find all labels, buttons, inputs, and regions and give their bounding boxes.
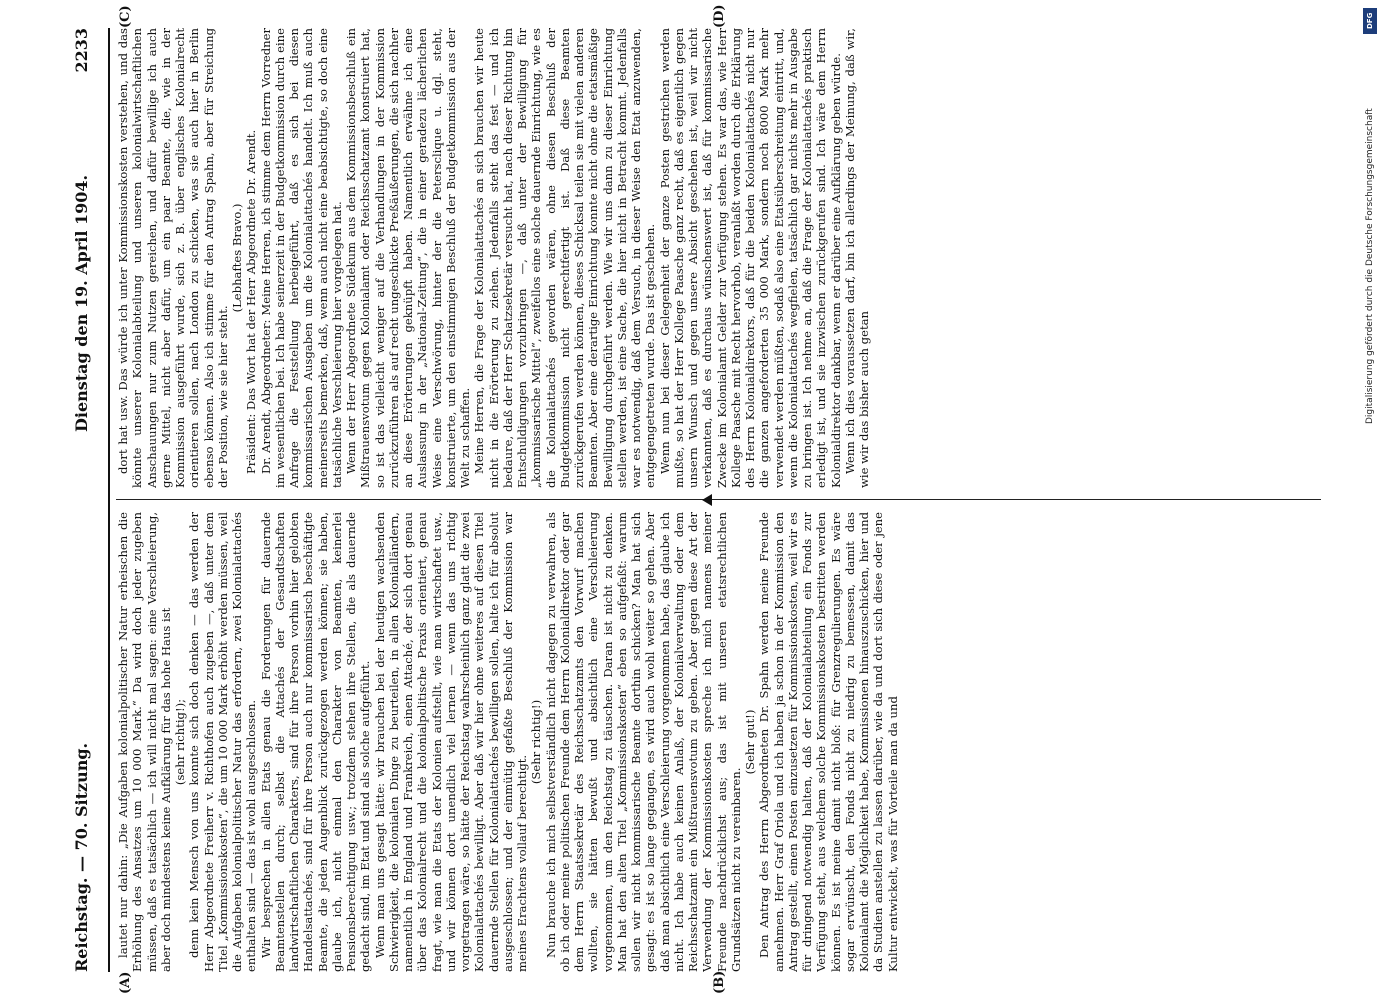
paragraph: lautet nur dahin: „Die Aufgaben kolonialpolitischer Natur erheischen die Erhöhung des Ansatzes um 10 000 Mark.“ Da wird doch jeder zugeben müssen, daß es tatsächlich — ich will nicht mal sagen: eine Verschleierung, aber doch mindestens keine Aufklärung für das hohe Haus ist [116, 512, 173, 972]
header-date: Dienstag den 19. April 1904. [72, 174, 91, 432]
document-page [52, 0, 1352, 1000]
text-column-right [116, 28, 1321, 488]
margin-marker-b: (B) [712, 970, 727, 994]
page-header [72, 28, 102, 972]
paragraph: Wir besprechen in allen Etats genau die Forderungen für dauernde Beamtenstellen durch; selbst die Attachés der Gesandtschaften landwirtschaftlichen Charakters, sind für ihre Person vorhin hier gelobten Handelsattachés, sind für ihre Person auch nur kommissarisch beschäftigte Beamte, die jeden Augenblick zurückgezogen werden können; sie haben, glaube ich, nicht einmal den Charakter von Beamten, keinerlei Pensionsberechtigung usw.; trotzdem stehen ihre Stellen, die als dauernde gedacht sind, im Etat und sind als solche aufgeführt. [258, 512, 373, 972]
header-rule [108, 28, 110, 972]
interjection: (Lebhaftes Bravo.) [230, 203, 244, 313]
dfg-logo: DFG [1363, 8, 1377, 34]
text-column-left [116, 512, 1321, 972]
funding-credit: Digitalisierung gefördert durch die Deutsche Forschungsgemeinschaft [1365, 108, 1375, 424]
header-session-title: Reichstag. — 70. Sitzung. [72, 742, 91, 972]
paragraph: Wenn ich dies voraussetzen darf, bin ich allerdings der Meinung, daß wir, wie wir das bisher auch getan [842, 28, 871, 488]
paragraph: Meine Herren, die Frage der Kolonialattachés an sich brauchen wir heute nicht in die Erörterung zu ziehen. Jedenfalls steht das fest — und ich bedaure, daß der Herr Schatzsekretär versucht hat, nach dieser Richtung hin Entschuldigungen vorzubringen —, daß unter der Bewilligung für „kommissarische Mittel“, zweifellos eine solche dauernde Einrichtung, wie es die Kolonialattachés geworden wären, ohne diesen Beschluß der Budgetkommission nicht gerechtfertigt ist. Daß diese Beamten zurückgerufen werden können, dieses Schicksal teilen sie mit vielen anderen Beamten. Aber eine derartige Einrichtung konnte nicht ohne die etatsmäßige Bewilligung durchgeführt werden. Wie wir uns dann zu dieser Einrichtung stellen werden, ist eine Sache, die hier nicht in Betracht kommt. Jedenfalls war es notwendig, daß dem Versuch, in dieser Weise den Etat anzuwenden, entgegengetreten wurde. Das ist geschehen. [472, 28, 658, 488]
margin-marker-d: (D) [712, 4, 727, 28]
margin-marker-c: (C) [118, 5, 133, 28]
interjection: (Sehr gut!) [743, 709, 757, 775]
paragraph: Dr. Arendt, Abgeordneter: Meine Herren, ich stimme dem Herrn Vorredner im wesentlichen bei. Ich habe seinerzeit in der Budgetkommission durch eine Anfrage die Feststellung herbeigeführt, daß es sich bei diesen kommissarischen Ausgaben um die Kolonialattachés handelt. Ich muß auch meinerseits bemerken, daß, wenn auch nicht eine beabsichtigte, so doch eine tatsächliche Verschleierung hier vorgelegen hat. [258, 28, 344, 488]
digitization-sidebar [1357, 0, 1383, 1000]
paragraph: Präsident: Das Wort hat der Herr Abgeordnete Dr. Arendt. [244, 129, 259, 474]
interjection: (sehr richtig!); [173, 698, 187, 786]
paragraph: dort hat usw. Das würde ich unter Kommissionskosten verstehen, und das könnte unserer Kolonialabteilung und unseren kolonialwirtschaftlichen Anschauungen nur zum Nutzen gereichen, und dafür bewillige ich auch gerne Mittel, nicht aber dafür, um ein paar Beamte, die, wie in der Kommission ausgeführt wurde, sich z. B. über englisches Kolonialrecht orientieren sollen, nach London zu schicken, was sie auch hier in Berlin ebenso können. Also ich stimme für den Antrag Spahn, aber für Streichung der Position, wie sie hier steht. [116, 28, 230, 488]
paragraph: Den Antrag des Herrn Abgeordneten Dr. Spahn werden meine Freunde annehmen. Herr Graf Oriola und ich haben ja schon in der Kommission den Antrag gestellt, einen Posten einzusetzen für Kommissionskosten, weil wir es für dringend notwendig halten, daß der Kolonialabteilung ein Fonds zur Verfügung steht, aus welchem solche Kommissionskosten bestritten werden können. Es ist meine damit nicht bloß: für Grenzregulierungen. Es wäre sogar erwünscht, den Fonds nicht zu niedrig zu bemessen, damit das Kolonialamt die Möglichkeit habe, Kommissionen hinauszuschicken, hier und da Studien anstellen zu lassen darüber, wie da und dort sich diese oder jene Kultur entwickelt, was für Vorteile man da und [757, 512, 900, 972]
paragraph: Wenn man uns gesagt hätte: wir brauchen bei der heutigen wachsenden Schwierigkeit, die kolonialen Dinge zu beurteilen, in allen Kolonialländern, namentlich in England und Frankreich, einen Attaché, der sich dort genau über das Kolonialrecht und die kolonialpolitische Praxis orientiert, genau fragt, wie man die Etats der Kolonien aufstellt, wie man wirtschaftet usw., und wir können dort unendlich viel lernen — wenn das uns richtig vorgetragen wäre, so hätte der Reichstag wahrscheinlich ganz glatt die zwei Kolonialattachés bewilligt. Aber daß wir hier ohne weiteres auf diesen Titel dauernde Stellen für Kolonialattachés bewilligen sollen, halte ich für absolut ausgeschlossen; und der einmütig gefaßte Beschluß der Kommission war meines Erachtens vollauf berechtigt. [372, 512, 529, 972]
interjection: (Sehr richtig!) [529, 699, 544, 785]
column-divider [116, 499, 1321, 500]
paragraph: Wenn der Herr Abgeordnete Südekum aus dem Kommissionsbeschluß ein Mißtrauensvotum gegen Kolonialamt oder Reichsschatzamt konstruiert hat, so ist das vielleicht weniger auf die Verhandlungen in der Kommission zurückzuführen als auf recht ungeschickte Preßäußerungen, die sich nachher an diese Erörterungen geknüpft haben. Namentlich erwähne ich eine Auslassung in der „National-Zeitung“, die in einer geradezu lächerlichen Weise eine Verschwörung, hinter der die Petersclique u. dgl. steht, konstruierte, um den einstimmigen Beschluß der Budgetkommission aus der Welt zu schaffen. [344, 28, 472, 488]
divider-arrow-icon [702, 494, 712, 506]
margin-marker-a: (A) [118, 971, 133, 994]
page-number: 2233 [72, 28, 91, 73]
paragraph: Nun brauche ich mich selbstverständlich nicht dagegen zu verwahren, als ob ich oder meine politischen Freunde dem Herrn Kolonialdirektor oder gar dem Herrn Staatssekretär des Reichsschatzamts den Vorwurf machen wollten, sie hätten bewußt und absichtlich eine Verschleierung vorgenommen, um den Reichstag zu täuschen. Daran ist nicht zu denken. Man hat den alten Titel „Kommissionskosten“ eben so aufgefaßt: warum sollen wir nicht kommissarische Beamte dorthin schicken? Man hat sich gesagt: es ist so lange gegangen, es wird auch wohl weiter so gehen. Aber daß man absichtlich eine Verschleierung vorgenommen habe, das glaube ich nicht. Ich habe auch keinen Anlaß, der Kolonialverwaltung oder dem Reichsschatzamt ein Mißtrauensvotum zu geben. Aber gegen diese Art der Verwendung der Kommissionskosten spreche ich mich namens meiner Freunde nachdrücklichst aus; das ist mit unseren etatsrechtlichen Grundsätzen nicht zu vereinbaren. [543, 512, 743, 972]
paragraph: denn kein Mensch von uns konnte sich doch denken — das werden der Herr Abgeordnete Freiherr v. Richthofen auch zugeben —, daß unter dem Titel „Kommissionskosten“, die um 10 000 Mark erhöht werden müssen, weil die Aufgaben kolonialpolitischer Natur das erfordern, zwei Kolonialattachés enthalten sind — das ist wohl ausgeschlossen. [187, 512, 259, 972]
paragraph: Wenn nun bei dieser Gelegenheit der ganze Posten gestrichen werden mußte, so hat der Herr Kollege Paasche ganz recht, daß es eigentlich gegen unsern Wunsch und gegen unsere Absicht geschehen ist, weil wir nicht verkannten, daß es durchaus wünschenswert ist, daß für kommissarische Zwecke im Kolonialamt Gelder zur Verfügung stehen. Es war das, wie Herr Kollege Paasche mit Recht hervorhob, veranlaßt worden durch die Erklärung des Herrn Kolonialdirektors, daß für die beiden Kolonialattachés nicht nur die ganzen angeforderten 35 000 Mark, sondern noch 8000 Mark mehr verwendet werden müßten, sodaß also eine Etatsüberschreitung eintritt, und, wenn die Kolonialattachés wegfielen, tatsächlich gar nichts mehr in Ausgabe zu bringen ist. Ich nehme an, daß die Frage der Kolonialattachés praktisch erledigt ist, und sie inzwischen zurückgerufen sind. Ich wäre dem Herrn Kolonialdirektor dankbar, wenn er darüber eine Aufklärung geben würde. [657, 28, 843, 488]
